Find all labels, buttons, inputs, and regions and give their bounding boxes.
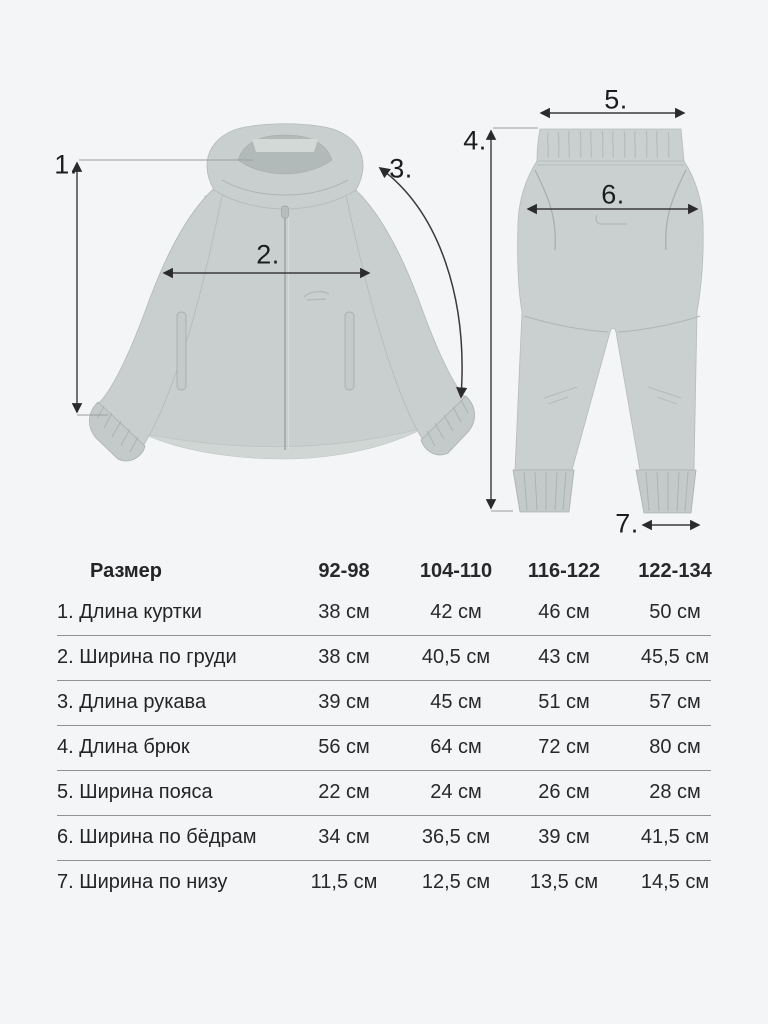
diagram-label-3: 3. — [389, 153, 413, 184]
row-value: 14,5 см — [640, 871, 710, 893]
row-value: 57 см — [649, 691, 701, 713]
row-value: 56 см — [318, 736, 370, 758]
diagram-label-7: 7. — [615, 508, 639, 539]
table-header-col-1: 92-98 — [318, 559, 370, 582]
diagram-label-4: 4. — [463, 125, 487, 156]
row-value: 40,5 см — [421, 646, 491, 668]
row-value: 45,5 см — [640, 646, 710, 668]
row-value: 39 см — [538, 826, 590, 848]
row-value: 45 см — [430, 691, 482, 713]
row-value: 43 см — [538, 646, 590, 668]
row-value: 72 см — [538, 736, 590, 758]
row-value: 42 см — [430, 601, 482, 623]
row-value: 12,5 см — [421, 871, 491, 893]
row-value: 26 см — [538, 781, 590, 803]
table-row — [57, 815, 747, 860]
size-table — [57, 552, 747, 905]
table-row — [57, 725, 747, 770]
table-header-col-3: 116-122 — [527, 559, 601, 582]
row-value: 46 см — [538, 601, 590, 623]
row-value: 13,5 см — [529, 871, 599, 893]
diagram-label-2: 2. — [256, 239, 280, 270]
table-row — [57, 680, 747, 725]
table-row — [57, 860, 747, 905]
row-value: 80 см — [649, 736, 701, 758]
row-label: 3. Длина рукава — [57, 691, 207, 713]
row-value: 41,5 см — [640, 826, 710, 848]
row-label: 6. Ширина по бёдрам — [57, 826, 257, 848]
row-value: 24 см — [430, 781, 482, 803]
row-value: 64 см — [430, 736, 482, 758]
row-value: 36,5 см — [421, 826, 491, 848]
row-value: 22 см — [318, 781, 370, 803]
row-value: 39 см — [318, 691, 370, 713]
row-label: 7. Ширина по низу — [57, 871, 228, 893]
diagram-label-6: 6. — [601, 179, 625, 210]
table-row — [57, 770, 747, 815]
row-value: 11,5 см — [310, 871, 378, 893]
diagram-label-5: 5. — [604, 84, 628, 115]
row-value: 38 см — [318, 601, 370, 623]
row-value: 38 см — [318, 646, 370, 668]
row-label: 1. Длина куртки — [57, 601, 202, 623]
row-value: 28 см — [649, 781, 701, 803]
table-row — [57, 635, 747, 680]
diagram-label-1: 1. — [54, 149, 78, 180]
table-header-col-4: 122-134 — [638, 559, 712, 582]
row-value: 34 см — [318, 826, 370, 848]
row-value: 51 см — [538, 691, 590, 713]
row-value: 50 см — [649, 601, 701, 623]
row-label: 4. Длина брюк — [57, 736, 190, 758]
table-row — [57, 590, 747, 635]
table-header-col-2: 104-110 — [419, 559, 493, 582]
jacket-illustration — [89, 124, 474, 461]
table-header-row — [57, 552, 747, 590]
row-label: 2. Ширина по груди — [57, 646, 237, 668]
row-label: 5. Ширина пояса — [57, 781, 213, 803]
table-header-size: Размер — [90, 559, 163, 582]
